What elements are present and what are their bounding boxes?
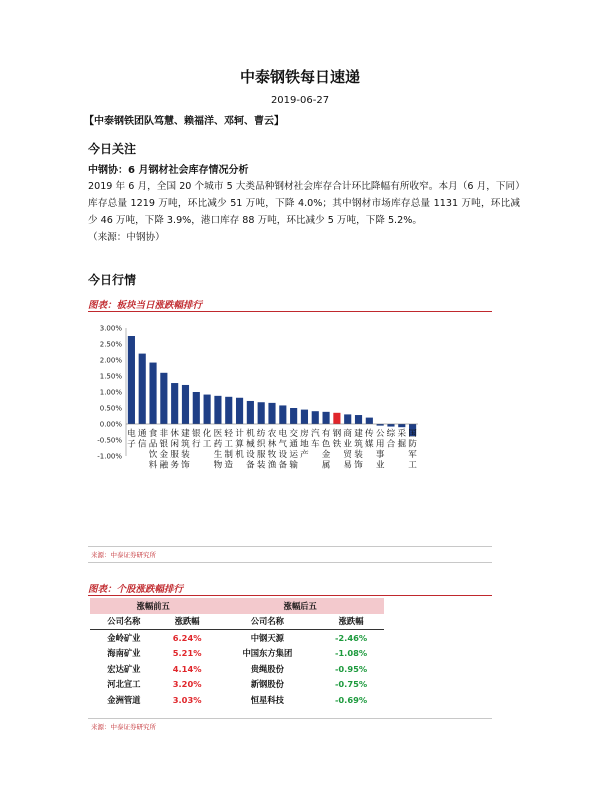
bar bbox=[355, 415, 362, 424]
col-change-gainers: 涨跌幅 bbox=[158, 614, 217, 630]
figure1-caption: 图表：板块当日涨跌幅排行 bbox=[88, 300, 203, 311]
category-label: 轻工制造 bbox=[224, 429, 234, 471]
table-row bbox=[90, 661, 384, 677]
category-label: 电子 bbox=[127, 429, 136, 450]
bar bbox=[290, 408, 297, 424]
bar bbox=[268, 403, 275, 424]
figure2-caption: 图表：个股涨跌幅排行 bbox=[88, 584, 184, 595]
category-label: 建筑装饰 bbox=[354, 429, 363, 471]
bar bbox=[366, 418, 373, 424]
category-label: 食品饮料 bbox=[148, 429, 158, 471]
category-label: 计算机 bbox=[235, 429, 244, 460]
bar bbox=[323, 412, 330, 424]
table-row bbox=[90, 646, 384, 662]
figure2-bottom-rule bbox=[88, 718, 492, 719]
category-label: 纺织服装 bbox=[256, 429, 266, 471]
bar bbox=[193, 392, 200, 424]
bar bbox=[387, 424, 394, 427]
category-label: 采掘 bbox=[397, 429, 407, 450]
y-tick-label: 1.00% bbox=[99, 388, 122, 397]
table-header-row bbox=[90, 614, 384, 630]
loser-name: 恒星科技 bbox=[250, 694, 284, 705]
gainer-name: 金岭矿业 bbox=[107, 632, 141, 643]
gainer-change: 5.21% bbox=[172, 648, 202, 659]
category-label: 非银金融 bbox=[159, 429, 169, 471]
loser-change: -2.46% bbox=[334, 632, 368, 643]
category-label: 公用事业 bbox=[375, 429, 385, 471]
focus-subheading: 中钢协：6 月钢材社会库存情况分析 bbox=[88, 165, 249, 176]
category-label: 有色金属 bbox=[321, 429, 331, 471]
bar bbox=[279, 405, 286, 424]
gainer-name: 金洲管道 bbox=[107, 694, 141, 705]
bar bbox=[128, 336, 135, 424]
focus-body-text: 2019 年 6 月，全国 20 个城市 5 大类品种钢材社会库存合计环比降幅有所收窄。本月（6 月，下同）库存总量 1219 万吨，环比减少 51 万吨，下降 4.0%；其中钢材市场库存总量 1131 万吨，环比减少 46 万吨，下降 3.9%，港口库存 88 万吨，环比减少 5 万吨，下降 5.2%。 bbox=[88, 181, 520, 226]
category-label: 汽车 bbox=[310, 429, 320, 450]
category-label: 国防军工 bbox=[408, 429, 417, 471]
bar bbox=[225, 397, 232, 424]
gainer-name: 宏达矿业 bbox=[107, 663, 141, 674]
table-row bbox=[90, 692, 384, 708]
bar bbox=[149, 363, 156, 424]
category-label: 医药生物 bbox=[213, 429, 223, 471]
losers-title: 涨幅后五 bbox=[217, 598, 384, 614]
bar bbox=[344, 414, 351, 424]
focus-body bbox=[88, 178, 520, 246]
loser-change: -1.08% bbox=[334, 648, 368, 659]
focus-heading: 今日关注 bbox=[88, 142, 137, 156]
table-row bbox=[90, 677, 384, 693]
category-label: 电气设备 bbox=[278, 429, 288, 471]
figure1-top-rule bbox=[88, 311, 492, 312]
category-label: 交通运输 bbox=[289, 429, 298, 471]
bar bbox=[258, 402, 265, 424]
table-row bbox=[90, 630, 384, 646]
y-tick-label: 2.50% bbox=[99, 340, 122, 349]
gainer-name: 海南矿业 bbox=[107, 648, 141, 659]
category-label: 商业贸易 bbox=[343, 429, 353, 471]
bar bbox=[247, 401, 254, 424]
gainers-title: 涨幅前五 bbox=[90, 598, 217, 614]
loser-change: -0.75% bbox=[334, 679, 368, 690]
team-line: 【中泰钢铁团队笃慧、赖福洋、邓轲、曹云】 bbox=[84, 116, 284, 127]
category-label: 机械设备 bbox=[246, 429, 255, 471]
focus-source: （来源：中钢协） bbox=[88, 232, 165, 243]
category-label: 钢铁 bbox=[332, 429, 342, 450]
bar bbox=[236, 398, 243, 424]
loser-name: 中钢天源 bbox=[250, 632, 284, 643]
table-group-row bbox=[90, 598, 384, 614]
gainer-change: 4.14% bbox=[172, 663, 202, 674]
y-tick-label: 1.50% bbox=[99, 372, 122, 381]
bar bbox=[204, 395, 211, 424]
bar bbox=[182, 385, 189, 424]
bar bbox=[398, 424, 405, 427]
report-title: 中泰钢铁每日速递 bbox=[239, 68, 360, 86]
category-label: 综合 bbox=[386, 429, 396, 450]
report-date: 2019-06-27 bbox=[270, 95, 330, 106]
bar bbox=[214, 396, 221, 424]
col-change-losers: 涨跌幅 bbox=[318, 614, 384, 630]
y-tick-label: 0.00% bbox=[99, 420, 122, 429]
category-label: 传媒 bbox=[365, 429, 374, 450]
market-heading: 今日行情 bbox=[88, 273, 137, 287]
category-label: 农林牧渔 bbox=[267, 429, 277, 471]
figure2-source: 来源：中泰证券研究所 bbox=[91, 723, 156, 731]
loser-change: -0.95% bbox=[334, 663, 368, 674]
sector-change-chart bbox=[88, 318, 428, 478]
stock-change-table bbox=[90, 598, 384, 708]
bar bbox=[139, 354, 146, 424]
y-tick-label: 2.00% bbox=[99, 356, 122, 365]
loser-name: 贵绳股份 bbox=[250, 663, 284, 674]
gainer-change: 3.03% bbox=[172, 694, 202, 705]
bar bbox=[171, 383, 178, 424]
y-tick-label: 0.50% bbox=[99, 404, 122, 413]
figure1-source: 来源：中泰证券研究所 bbox=[91, 551, 156, 559]
bar bbox=[301, 410, 308, 424]
category-label: 建筑装饰 bbox=[181, 429, 190, 471]
category-label: 通信 bbox=[137, 429, 147, 450]
section-divider bbox=[88, 562, 492, 563]
gainer-change: 3.20% bbox=[172, 679, 202, 690]
gainer-name: 河北宣工 bbox=[107, 679, 141, 690]
loser-change: -0.69% bbox=[334, 694, 368, 705]
bar bbox=[312, 411, 319, 424]
y-tick-label: -0.50% bbox=[97, 436, 122, 445]
category-label: 房地产 bbox=[300, 429, 309, 460]
bar bbox=[333, 413, 340, 424]
gainer-change: 6.24% bbox=[172, 632, 202, 643]
y-tick-label: 3.00% bbox=[99, 324, 122, 333]
col-name-losers: 公司名称 bbox=[217, 614, 319, 630]
loser-name: 中国东方集团 bbox=[242, 648, 293, 659]
category-label: 银行 bbox=[191, 429, 201, 450]
y-tick-label: -1.00% bbox=[97, 452, 122, 461]
loser-name: 新钢股份 bbox=[250, 679, 284, 690]
category-label: 休闲服务 bbox=[170, 429, 179, 471]
figure1-bottom-rule bbox=[88, 546, 492, 547]
col-name-gainers: 公司名称 bbox=[90, 614, 158, 630]
bar bbox=[160, 373, 167, 424]
category-label: 化工 bbox=[202, 429, 212, 450]
figure2-top-rule bbox=[88, 595, 492, 596]
